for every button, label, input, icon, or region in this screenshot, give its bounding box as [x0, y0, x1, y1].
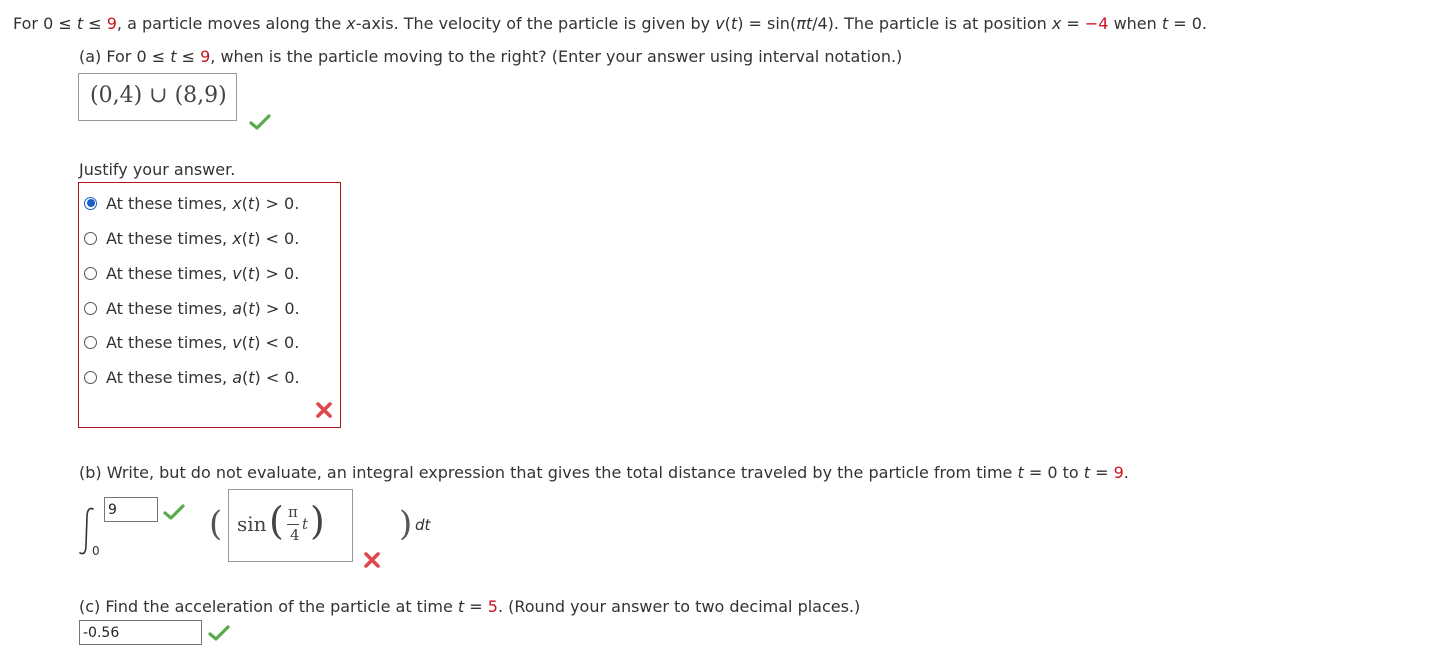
t-variable: t — [302, 515, 309, 533]
radio-unselected[interactable] — [84, 336, 97, 349]
option-1[interactable]: At these times, x(t) > 0. — [84, 192, 299, 214]
correct-check-icon — [208, 624, 230, 642]
sin-label: sin — [237, 512, 267, 536]
radio-unselected[interactable] — [84, 371, 97, 384]
dt-label: dt — [415, 516, 431, 534]
radio-unselected[interactable] — [84, 302, 97, 315]
part-a-answer-box[interactable] — [78, 73, 237, 121]
option-6[interactable]: At these times, a(t) < 0. — [84, 366, 300, 388]
inner-left-paren: ( — [269, 499, 284, 543]
part-a-question: (a) For 0 ≤ t ≤ 9, when is the particle moving to the right? (Enter your answer using interval notation.) — [79, 47, 903, 66]
correct-check-icon — [249, 113, 271, 131]
option-3[interactable]: At these times, v(t) > 0. — [84, 262, 299, 284]
problem-statement: For 0 ≤ t ≤ 9, a particle moves along the x-axis. The velocity of the particle is given by v(t) = sin(πt/4). The particle is at position x = −4 when t = 0. — [13, 14, 1207, 33]
option-5[interactable]: At these times, v(t) < 0. — [84, 331, 299, 353]
justify-label: Justify your answer. — [79, 160, 236, 179]
incorrect-x-icon — [314, 400, 334, 420]
fraction-denominator: 4 — [290, 526, 300, 544]
part-b-question: (b) Write, but do not evaluate, an integral expression that gives the total distance traveled by the particle from time t = 0 to t = 9. — [79, 463, 1129, 482]
correct-check-icon — [163, 503, 185, 521]
part-c-question: (c) Find the acceleration of the particle at time t = 5. (Round your answer to two decimal places.) — [79, 597, 861, 616]
upper-limit-input[interactable] — [104, 497, 158, 522]
left-paren: ( — [209, 504, 223, 544]
inner-right-paren: ) — [310, 499, 325, 543]
radio-unselected[interactable] — [84, 267, 97, 280]
lower-limit: 0 — [92, 544, 100, 558]
radio-unselected[interactable] — [84, 232, 97, 245]
fraction-bar — [287, 524, 299, 525]
acceleration-answer-input[interactable] — [79, 620, 202, 645]
part-a-answer-value: (0,4) ∪ (8,9) — [90, 83, 227, 108]
fraction-numerator: π — [288, 503, 298, 521]
incorrect-x-icon — [362, 550, 382, 570]
integrand-input-box[interactable] — [228, 489, 353, 562]
right-paren: ) — [399, 504, 413, 544]
radio-selected[interactable] — [84, 197, 97, 210]
option-2[interactable]: At these times, x(t) < 0. — [84, 227, 299, 249]
option-4[interactable]: At these times, a(t) > 0. — [84, 297, 300, 319]
